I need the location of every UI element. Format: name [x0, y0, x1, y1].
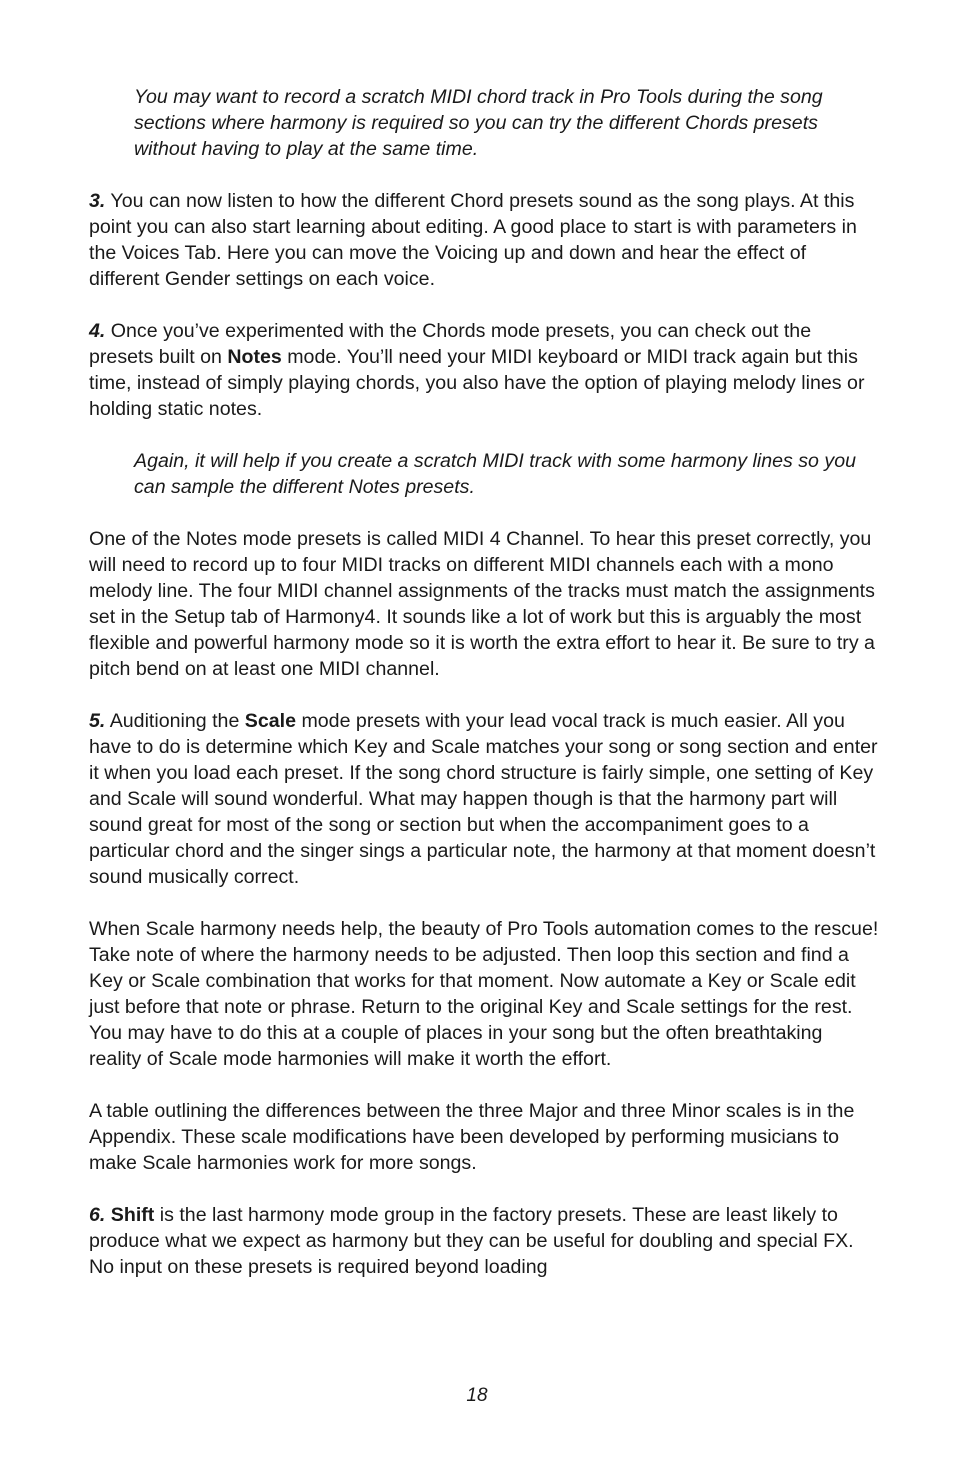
step-text: Once you’ve experimented with the Chords mode presets, you can check out the presets built on	[89, 320, 812, 368]
step-number: 3.	[89, 190, 106, 212]
step-text: mode. You’ll need your MIDI keyboard or MIDI track again but this time, instead of simply playing chords, you also have the option of playing melody lines or holding static notes.	[89, 346, 865, 420]
mode-name: Scale	[244, 710, 297, 732]
scale-table-paragraph: A table outlining the differences between the three Major and three Minor scales is in the Appendix. These scale modifications have been developed by performing musicians to make Scale harmonies work for more songs.	[89, 1100, 855, 1174]
page-number: 18	[466, 1385, 488, 1406]
step-number: 6.	[89, 1204, 106, 1226]
mode-name: Notes	[227, 346, 282, 368]
step-text: is the last harmony mode group in the factory presets. These are least likely to produce what we expect as harmony but they can be useful for doubling and special FX. No input on these presets is required beyond loading	[89, 1204, 854, 1278]
mode-name: Shift	[110, 1204, 155, 1226]
step-5-paragraph	[89, 708, 879, 890]
tip-note-scratch-midi-track: Again, it will help if you create a scratch MIDI track with some harmony lines so you can sample the different Notes presets.	[134, 450, 856, 498]
midi-4-channel-paragraph: One of the Notes mode presets is called MIDI 4 Channel. To hear this preset correctly, you will need to record up to four MIDI tracks on different MIDI channels each with a mono melody line. The four MIDI channel assignments of the tracks must match the assignments set in the Setup tab of Harmony4. It sounds like a lot of work but this is arguably the most flexible and powerful harmony mode so it is worth the extra effort to hear it. Be sure to try a pitch bend on at least one MIDI channel.	[89, 528, 875, 680]
scale-automation-paragraph: When Scale harmony needs help, the beauty of Pro Tools automation comes to the rescue! Take note of where the harmony needs to be adjusted. Then loop this section and find a Key or Scale combination that works for that moment. Now automate a Key or Scale edit just before that note or phrase. Return to the original Key and Scale settings for the rest. You may have to do this at a couple of places in your song but the often breathtaking reality of Scale mode harmonies will make it worth the effort.	[89, 918, 879, 1070]
step-text: Auditioning the	[105, 710, 245, 732]
step-4-paragraph	[89, 318, 879, 422]
page-body	[89, 84, 879, 1280]
step-text: You can now listen to how the different Chord presets sound as the song plays. At this point you can also start learning about editing. A good place to start is with parameters in the Voices Tab. Here you can move the Voicing up and down and hear the effect of different Gender settings on each voice.	[89, 190, 857, 290]
step-number: 5.	[89, 710, 106, 732]
step-number: 4.	[89, 320, 106, 342]
tip-note-scratch-chord-track: You may want to record a scratch MIDI chord track in Pro Tools during the song sections where harmony is required so you can try the different Chords presets without having to play at the same time.	[134, 86, 823, 160]
step-text: mode presets with your lead vocal track is much easier. All you have to do is determine which Key and Scale matches your song or song section and enter it when you load each preset. If the song chord structure is fairly simple, one setting of Key and Scale will sound wonderful. What may happen though is that the harmony part will sound great for most of the song or section but when the accompaniment goes to a particular chord and the singer sings a particular note, the harmony at that moment doesn’t sound musically correct.	[89, 710, 878, 888]
step-3-paragraph	[89, 188, 879, 292]
step-6-paragraph	[89, 1202, 879, 1280]
